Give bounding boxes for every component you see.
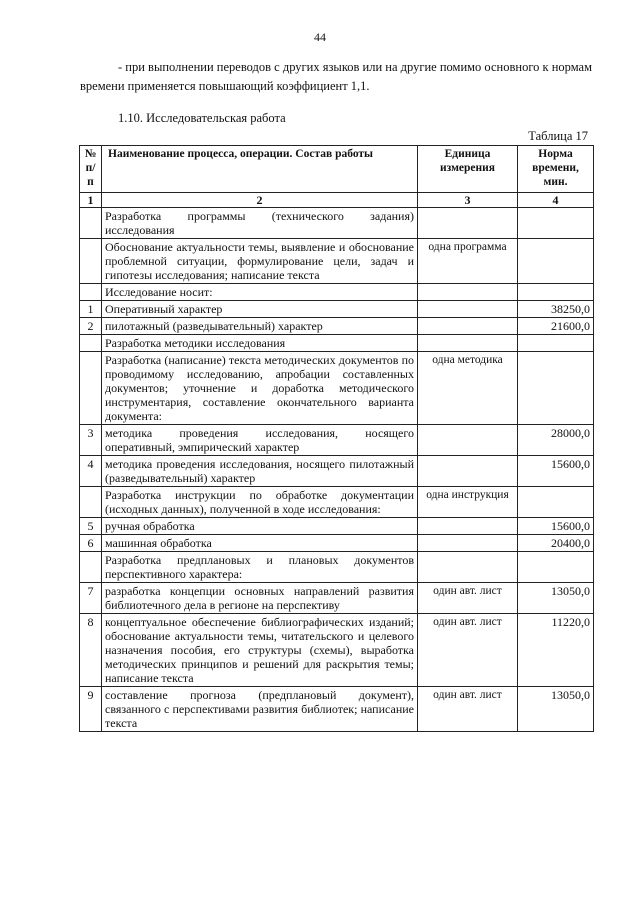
table-row <box>80 352 594 425</box>
table-row <box>80 583 594 614</box>
row-unit <box>418 318 518 335</box>
row-description: ручная обработка <box>102 518 418 535</box>
row-description: Исследование носит: <box>102 284 418 301</box>
table-row <box>80 487 594 518</box>
row-unit: одна программа <box>418 239 518 284</box>
row-description: Разработка программы (технического задания) исследования <box>102 208 418 239</box>
header-number: № п/п <box>80 146 102 193</box>
row-number: 8 <box>80 614 102 687</box>
row-unit <box>418 456 518 487</box>
table-row <box>80 552 594 583</box>
row-norm-value: 38250,0 <box>518 301 594 318</box>
row-norm-value: 13050,0 <box>518 583 594 614</box>
row-norm-value <box>518 208 594 239</box>
row-unit: одна инструкция <box>418 487 518 518</box>
row-unit <box>418 284 518 301</box>
table-row <box>80 614 594 687</box>
table-row <box>80 318 594 335</box>
row-unit: один авт. лист <box>418 583 518 614</box>
row-unit <box>418 425 518 456</box>
row-norm-value: 13050,0 <box>518 687 594 732</box>
row-norm-value <box>518 284 594 301</box>
row-number <box>80 335 102 352</box>
row-norm-value <box>518 239 594 284</box>
row-number: 7 <box>80 583 102 614</box>
row-number <box>80 487 102 518</box>
row-description: Разработка (написание) текста методических документов по проводимому исследованию, апробации составленных документов; уточнение и доработка методического инструментария, составление окончательного варианта документа: <box>102 352 418 425</box>
table-row <box>80 301 594 318</box>
row-number: 1 <box>80 301 102 318</box>
row-description: концептуальное обеспечение библиографических изданий; обоснование актуальности темы, читательского и целевого назначения пособия, его структуры (схемы), выработка методических принципов и решений для раскрытия темы; написание текста <box>102 614 418 687</box>
row-description: пилотажный (разведывательный) характер <box>102 318 418 335</box>
header-name: Наименование процесса, операции. Состав работы <box>102 146 418 193</box>
row-norm-value <box>518 552 594 583</box>
row-number <box>80 352 102 425</box>
row-number <box>80 239 102 284</box>
row-description: составление прогноза (предплановый документ), связанного с перспективами развития библиотек; написание текста <box>102 687 418 732</box>
row-number: 9 <box>80 687 102 732</box>
row-norm-value: 28000,0 <box>518 425 594 456</box>
row-description: методика проведения исследования, носящего оперативный, эмпирический характер <box>102 425 418 456</box>
column-number-2: 2 <box>102 193 418 208</box>
table-row <box>80 456 594 487</box>
page-number: 44 <box>314 30 326 44</box>
row-norm-value <box>518 352 594 425</box>
row-number: 6 <box>80 535 102 552</box>
row-number <box>80 284 102 301</box>
section-title: 1.10. Исследовательская работа <box>118 111 286 125</box>
row-unit: одна методика <box>418 352 518 425</box>
row-description: машинная обработка <box>102 535 418 552</box>
row-unit <box>418 301 518 318</box>
header-norm: Норма времени, мин. <box>518 146 594 193</box>
table-row <box>80 687 594 732</box>
row-norm-value: 21600,0 <box>518 318 594 335</box>
row-number: 5 <box>80 518 102 535</box>
row-unit: один авт. лист <box>418 687 518 732</box>
table-row <box>80 535 594 552</box>
row-unit <box>418 535 518 552</box>
column-number-1: 1 <box>80 193 102 208</box>
row-unit <box>418 552 518 583</box>
row-description: Разработка методики исследования <box>102 335 418 352</box>
intro-paragraph: - при выполнении переводов с других языков или на другие помимо основного к нормам времени применяется повышающий коэффициент 1,1. <box>80 60 592 93</box>
table-header-row <box>80 146 594 193</box>
row-unit <box>418 208 518 239</box>
row-norm-value: 15600,0 <box>518 456 594 487</box>
row-norm-value <box>518 335 594 352</box>
row-description: Разработка инструкции по обработке документации (исходных данных), полученной в ходе исследования: <box>102 487 418 518</box>
row-number <box>80 552 102 583</box>
row-norm-value <box>518 487 594 518</box>
table-row <box>80 284 594 301</box>
row-number <box>80 208 102 239</box>
row-number: 4 <box>80 456 102 487</box>
row-number: 2 <box>80 318 102 335</box>
table-row <box>80 208 594 239</box>
row-norm-value: 20400,0 <box>518 535 594 552</box>
column-number-4: 4 <box>518 193 594 208</box>
row-description: разработка концепции основных направлений развития библиотечного дела в регионе на перспективу <box>102 583 418 614</box>
row-description: методика проведения исследования, носящего пилотажный (разведывательный) характер <box>102 456 418 487</box>
table-body <box>80 208 594 732</box>
table-row <box>80 425 594 456</box>
header-unit: Единица измерения <box>418 146 518 193</box>
row-unit <box>418 518 518 535</box>
row-norm-value: 11220,0 <box>518 614 594 687</box>
row-unit: один авт. лист <box>418 614 518 687</box>
row-norm-value: 15600,0 <box>518 518 594 535</box>
table-row <box>80 518 594 535</box>
column-numbers-row <box>80 193 594 208</box>
row-number: 3 <box>80 425 102 456</box>
row-description: Оперативный характер <box>102 301 418 318</box>
table-row <box>80 239 594 284</box>
table-row <box>80 335 594 352</box>
table-label: Таблица 17 <box>528 129 588 143</box>
norms-table <box>79 145 594 732</box>
row-description: Разработка предплановых и плановых документов перспективного характера: <box>102 552 418 583</box>
row-unit <box>418 335 518 352</box>
row-description: Обоснование актуальности темы, выявление и обоснование проблемной ситуации, формулирование цели, задач и гипотезы исследования; написание текста <box>102 239 418 284</box>
column-number-3: 3 <box>418 193 518 208</box>
